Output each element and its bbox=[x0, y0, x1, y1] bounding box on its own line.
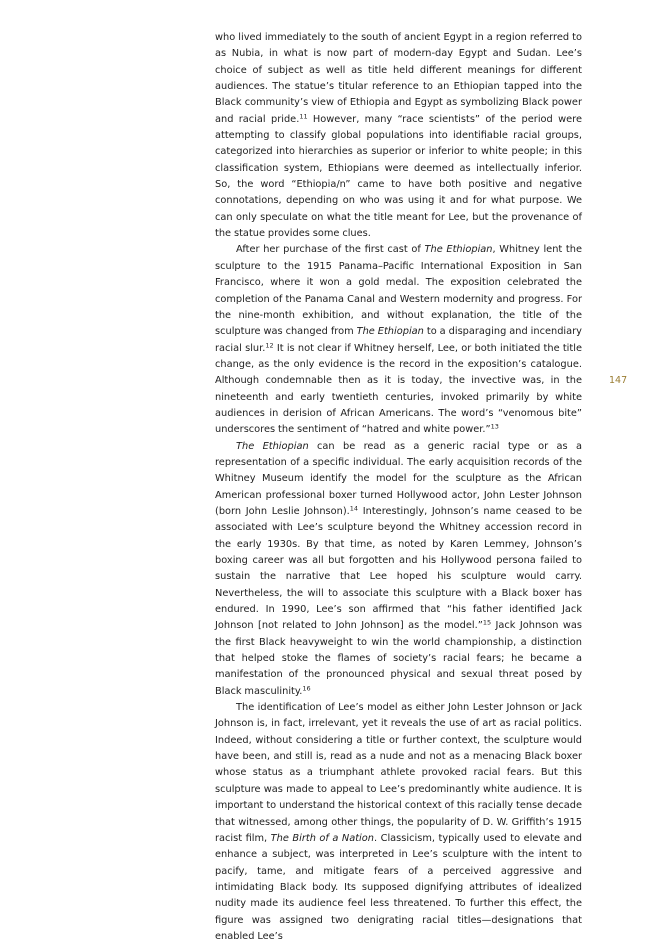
footnote-ref: 13 bbox=[490, 422, 499, 431]
italic-title: The Ethiopian bbox=[356, 326, 424, 338]
footnote-ref: 16 bbox=[302, 684, 311, 693]
footnote-ref: 15 bbox=[482, 618, 492, 627]
body-paragraph bbox=[215, 700, 582, 945]
page-number: 147 bbox=[609, 375, 628, 386]
paragraph-text: to a disparaging and incendiary racial slur. bbox=[215, 326, 582, 354]
body-paragraph bbox=[215, 30, 582, 242]
footnote-ref: 12 bbox=[265, 341, 274, 350]
paragraph-text: who lived immediately to the south of ancient Egypt in a region referred to as Nubia, in what is now part of modern-day Egypt and Sudan. Lee’s choice of subject as well as title held different meanings for different audiences. The statue’s titular reference to an Ethiopian tapped into the Black community’s view of Ethiopia and Egypt as symbolizing Black power and racial pride. bbox=[215, 32, 582, 125]
italic-title: The Ethiopian bbox=[236, 440, 309, 452]
italic-title: The Ethiopian bbox=[424, 244, 493, 256]
body-paragraph bbox=[215, 439, 582, 701]
footnote-ref: 11 bbox=[299, 112, 308, 121]
body-paragraph bbox=[215, 242, 582, 438]
paragraph-text: Interestingly, Johnson’s name ceased to be associated with Lee’s sculpture beyond the Whitney accession record in the early 1930s. By that time, as noted by Karen Lemmey, Johnson’s boxing career was all but forgotten and his Hollywood persona failed to sustain the narrative that Lee hoped his sculpture would carry. Nevertheless, the will to associate this sculpture with a Black boxer has endured. In 1990, Lee’s son affirmed that “his father identified Jack Johnson [not related to John Johnson] as the model.” bbox=[215, 505, 582, 632]
paragraph-text: . Classicism, typically used to elevate and enhance a subject, was interpreted in Lee’s sculpture with the intent to pacify, tame, and mitigate fears of a perceived aggressive and intimidating Black body. Its supposed dignifying attributes of idealized nudity made its audience feel less threatened. To further this effect, the figure was assigned two denigrating racial titles—designations that enabled Lee’s bbox=[215, 832, 582, 942]
paragraph-text: It is not clear if Whitney herself, Lee, or both initiated the title change, as the only evidence is the record in the exposition’s catalogue. Although condemnable then as it is today, the invective was, in the nineteenth and early twentieth centuries, invoked primarily by white audiences in derision of African Americans. The word’s “venomous bite” underscores the sentiment of “hatred and white power.” bbox=[215, 342, 582, 436]
paragraph-text: , Whitney lent the sculpture to the 1915 Panama–Pacific International Exposition in San Francisco, where it won a gold medal. The exposition celebrated the completion of the Panama Canal and Western modernity and progress. For the nine-month exhibition, and without explanation, the title of the sculpture was changed from bbox=[215, 244, 582, 338]
paragraph-text: After her purchase of the first cast of bbox=[236, 244, 425, 256]
paragraph-text: Jack Johnson was the first Black heavyweight to win the world championship, a distinction that helped stoke the flames of society’s racial fears; he became a manifestation of the pronounced physical and sexual threat posed by Black masculinity. bbox=[215, 620, 582, 697]
body-text-column bbox=[215, 30, 582, 945]
paragraph-text: can be read as a generic racial type or as a representation of a specific individual. The early acquisition records of the Whitney Museum identify the model for the sculpture as the African American professional boxer turned Hollywood actor, John Lester Johnson (born John Leslie Johnson). bbox=[215, 440, 583, 517]
italic-title: The Birth of a Nation bbox=[270, 832, 374, 844]
paragraph-text: The identification of Lee’s model as either John Lester Johnson or Jack Johnson is, in fact, irrelevant, yet it reveals the use of art as racial politics. Indeed, without considering a title or further context, the sculpture would have been, and still is, read as a nude and not as a menacing Black boxer whose status as a triumphant athlete provoked racial fears. But this sculpture was made to appeal to Lee’s predominantly white audience. It is important to understand the historical context of this racially tense decade that witnessed, among other things, the popularity of D. W. Griffith’s 1915 racist film, bbox=[215, 702, 582, 844]
paragraph-text: However, many “race scientists” of the period were attempting to classify global populations into identifiable racial groups, categorized into hierarchies as superior or inferior to white people; in this classification system, Ethiopians were deemed as intellectually inferior. So, the word “Ethiopia/n” came to have both positive and negative connotations, depending on who was using it and for what purpose. We can only speculate on what the title meant for Lee, but the provenance of the statue provides some clues. bbox=[215, 113, 582, 240]
footnote-ref: 14 bbox=[349, 504, 359, 513]
